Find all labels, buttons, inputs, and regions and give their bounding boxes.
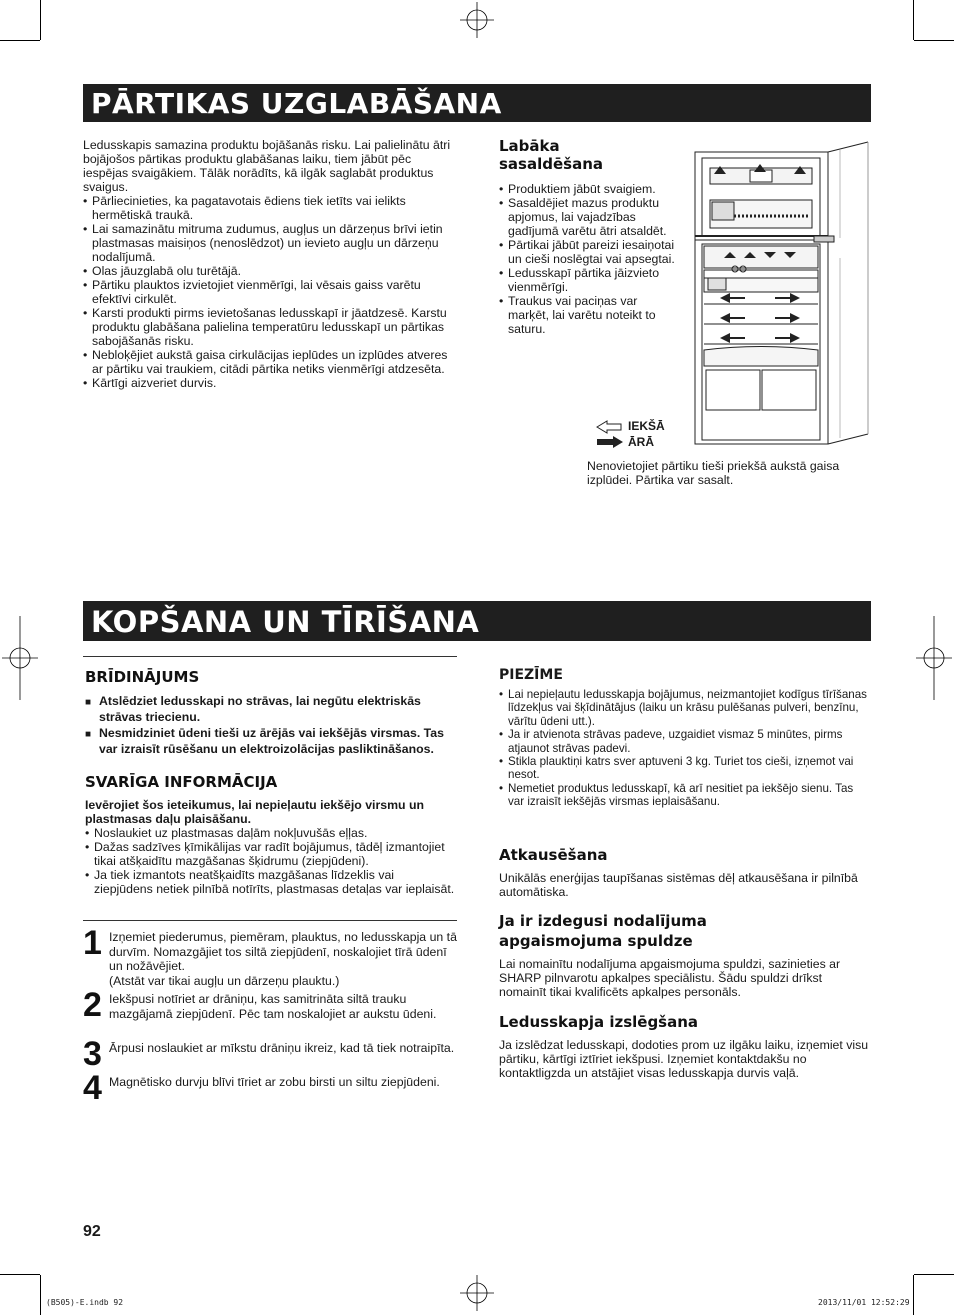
important-section [85,798,455,896]
food-storage-intro: Ledusskapis samazina produktu bojāšanās risku. Lai palielinātu ātri bojājošos pārtikas produktu glabāšanas laiku, tiem jābūt pēc iespējas svaigākiem. Tālāk norādīts, kā ilgāk saglabāt produktus svaigus. [83,138,451,194]
step-1 [83,924,458,990]
important-heading: SVARĪGA INFORMĀCIJA [85,773,278,791]
warnings-list [85,694,455,758]
list-item: • Ja ir atvienota strāvas padeve, uzgaidiet vismaz 5 minūtes, pirms atjaunot strāvas padevi. [499,728,871,755]
bulb-heading: Ja ir izdegusi nodalījuma apgaismojuma spuldze [499,912,707,950]
list-item: • Dažas sadzīves ķīmikālijas var radīt bojājumus, tādēļ izmantojiet tikai atšķaidītu mazgāšanas šķidrumu (ziepjūdeni). [85,840,455,868]
footer-timestamp: 2013/11/01 12:52:29 [818,1298,910,1307]
food-storage-text [83,138,458,390]
step-2 [83,986,458,1038]
list-item: • Pārtiku plauktos izvietojiet vienmērīgi, lai vēsais gaiss varētu efektīvi cirkulēt. [83,278,458,306]
list-item: • Olas jāuzglabā olu turētājā. [83,264,458,278]
step-number: 1 [83,924,102,962]
step-text: Ārpusi noslaukiet ar mīkstu drāniņu ikreiz, kad tā tiek notraipīta. [109,1041,455,1055]
list-item: • Nemetiet produktus ledusskapī, kā arī nesitiet pa iekšējo sienu. Tas var izraisīt iekšējās virsmas ieplaisāšanu. [499,782,871,809]
notes-list [499,688,871,809]
list-item: • Ja tiek izmantots neatšķaidīts mazgāšanas līdzeklis vai ziepjūdens netiek pilnībā notīrīts, plastmasas detaļas var ieplaisāt. [85,868,455,896]
list-item: • Nebloķējiet aukstā gaisa cirkulācijas ieplūdes un izplūdes atveres ar pārtiku vai traukiem, citādi pārtika netiks vienmērīgi atdzesēta. [83,348,458,376]
list-item: • Produktiem jābūt svaigiem. [499,182,681,196]
section-title-care-cleaning: KOPŠANA UN TĪRĪŠANA [83,601,871,641]
switch-off-text: Ja izslēdzat ledusskapi, dodoties prom uz ilgāku laiku, izņemiet visu pārtiku, kārtīgi iztīriet iekšpusi. Izņemiet kontaktdakšu no kontaktligzda un atstājiet visas ledusskapja durvis vaļā. [499,1038,869,1080]
step-text: Izņemiet piederumus, piemēram, plauktus, no ledusskapja un tā durvīm. Nomazgājiet tos siltā ziepjūdenī, noskalojiet tīrā ūdenī un nožāvējiet. [109,930,457,973]
refrigerator-airflow-illustration [690,138,882,450]
defrost-text: Unikālās enerģijas taupīšanas sistēmas dēļ atkausēšana ir pilnībā automātiska. [499,871,858,899]
legend-inside-label: IEKŠĀ [628,419,665,433]
step-text: Magnētisko durvju blīvi tīriet ar zobu birsti un siltu ziepjūdeni. [109,1075,440,1089]
better-freezing-text [499,182,681,336]
step-number: 3 [83,1035,102,1073]
step-3 [83,1035,458,1073]
list-item: • Lai samazinātu mitruma zudumus, augļus un dārzeņus brīvi ietin plastmasas maisiņos (nenoslēdzot) un ievieto augļu un dārzeņu nodalījumā. [83,222,458,264]
divider [83,656,457,657]
list-item: • Kārtīgi aizveriet durvis. [83,376,458,390]
important-lead: Ievērojiet šos ieteikumus, lai nepieļautu iekšējo virsmu un plastmasas daļu plaisāšanu. [85,798,424,826]
list-item: • Sasaldējiet mazus produktu apjomus, lai vajadzības gadījumā varētu ātri atsaldēt. [499,196,681,238]
bulb-text: Lai nomainītu nodalījuma apgaismojuma spuldzi, sazinieties ar SHARP pilnvarotu apkalpes speciālistu. Šādu spuldzi drīkst nomainīt tikai kvalificēts apkalpes personāls. [499,957,841,999]
defrost-heading: Atkausēšana [499,846,608,864]
step-note: (Atstāt var tikai augļu un dārzeņu plauktu.) [109,973,340,988]
switch-off-heading: Ledusskapja izslēgšana [499,1013,699,1031]
warnings-heading: BRĪDINĀJUMS [85,668,200,686]
list-item: • Noslaukiet uz plastmasas daļām nokļuvušās eļļas. [85,826,455,840]
divider [83,920,457,921]
step-number: 4 [83,1069,102,1107]
illustration-caption: Nenovietojiet pārtiku tieši priekšā aukstā gaisa izplūdei. Pārtika var sasalt. [587,459,840,487]
list-item: • Karsti produkti pirms ievietošanas ledusskapī ir jāatdzesē. Karstu produktu glabāšana palielina temperatūru ledusskapī un pārtikas sabojāšanās risku. [83,306,458,348]
legend-outside-label: ĀRĀ [628,435,654,449]
list-item: • Ledusskapī pārtika jāizvieto vienmērīgi. [499,266,681,294]
food-storage-list [83,194,458,390]
step-number: 2 [83,986,102,1024]
list-item: • Pārtikai jābūt pareizi iesaiņotai un cieši noslēgtai vai apsegtai. [499,238,681,266]
list-item: • Traukus vai paciņas var marķēt, lai varētu noteikt to saturu. [499,294,681,336]
list-item: ■ Nesmidziniet ūdeni tieši uz ārējās vai iekšējās virsmas. Tas var izraisīt rūsēšanu un elektroizolācijas pasliktināšanos. [85,726,455,756]
note-heading: PIEZĪME [499,667,563,683]
page-number: 92 [83,1223,101,1240]
step-4 [83,1069,458,1107]
airflow-legend [628,418,665,450]
list-item: • Pārliecinieties, ka pagatavotais ēdiens tiek ietīts vai ielikts hermētiskā traukā. [83,194,458,222]
step-text: Iekšpusi notīriet ar drāniņu, kas samitrināta siltā trauku mazgājamā ziepjūdenī. Pēc tam noskalojiet ar aukstu ūdeni. [109,992,437,1021]
list-item: ■ Atslēdziet ledusskapi no strāvas, lai negūtu elektriskās strāvas triecienu. [85,694,455,724]
list-item: • Lai nepieļautu ledusskapja bojājumus, neizmantojiet kodīgus tīrīšanas līdzekļus vai šķīdinātājus (laiku un krāsu pulēšanas pulveri, benzīnu, vārītu ūdeni utt.). [499,688,871,728]
footer-file-info: (B505)-E.indb 92 [46,1298,124,1307]
better-freezing-heading: Labāka sasaldēšana [499,137,604,173]
list-item: • Stikla plauktiņi katrs sver aptuveni 3 kg. Turiet tos cieši, izņemot vai nesot. [499,755,871,782]
section-title-food-storage: PĀRTIKAS UZGLABĀŠANA [83,84,871,122]
airflow-legend-arrows [595,420,627,448]
